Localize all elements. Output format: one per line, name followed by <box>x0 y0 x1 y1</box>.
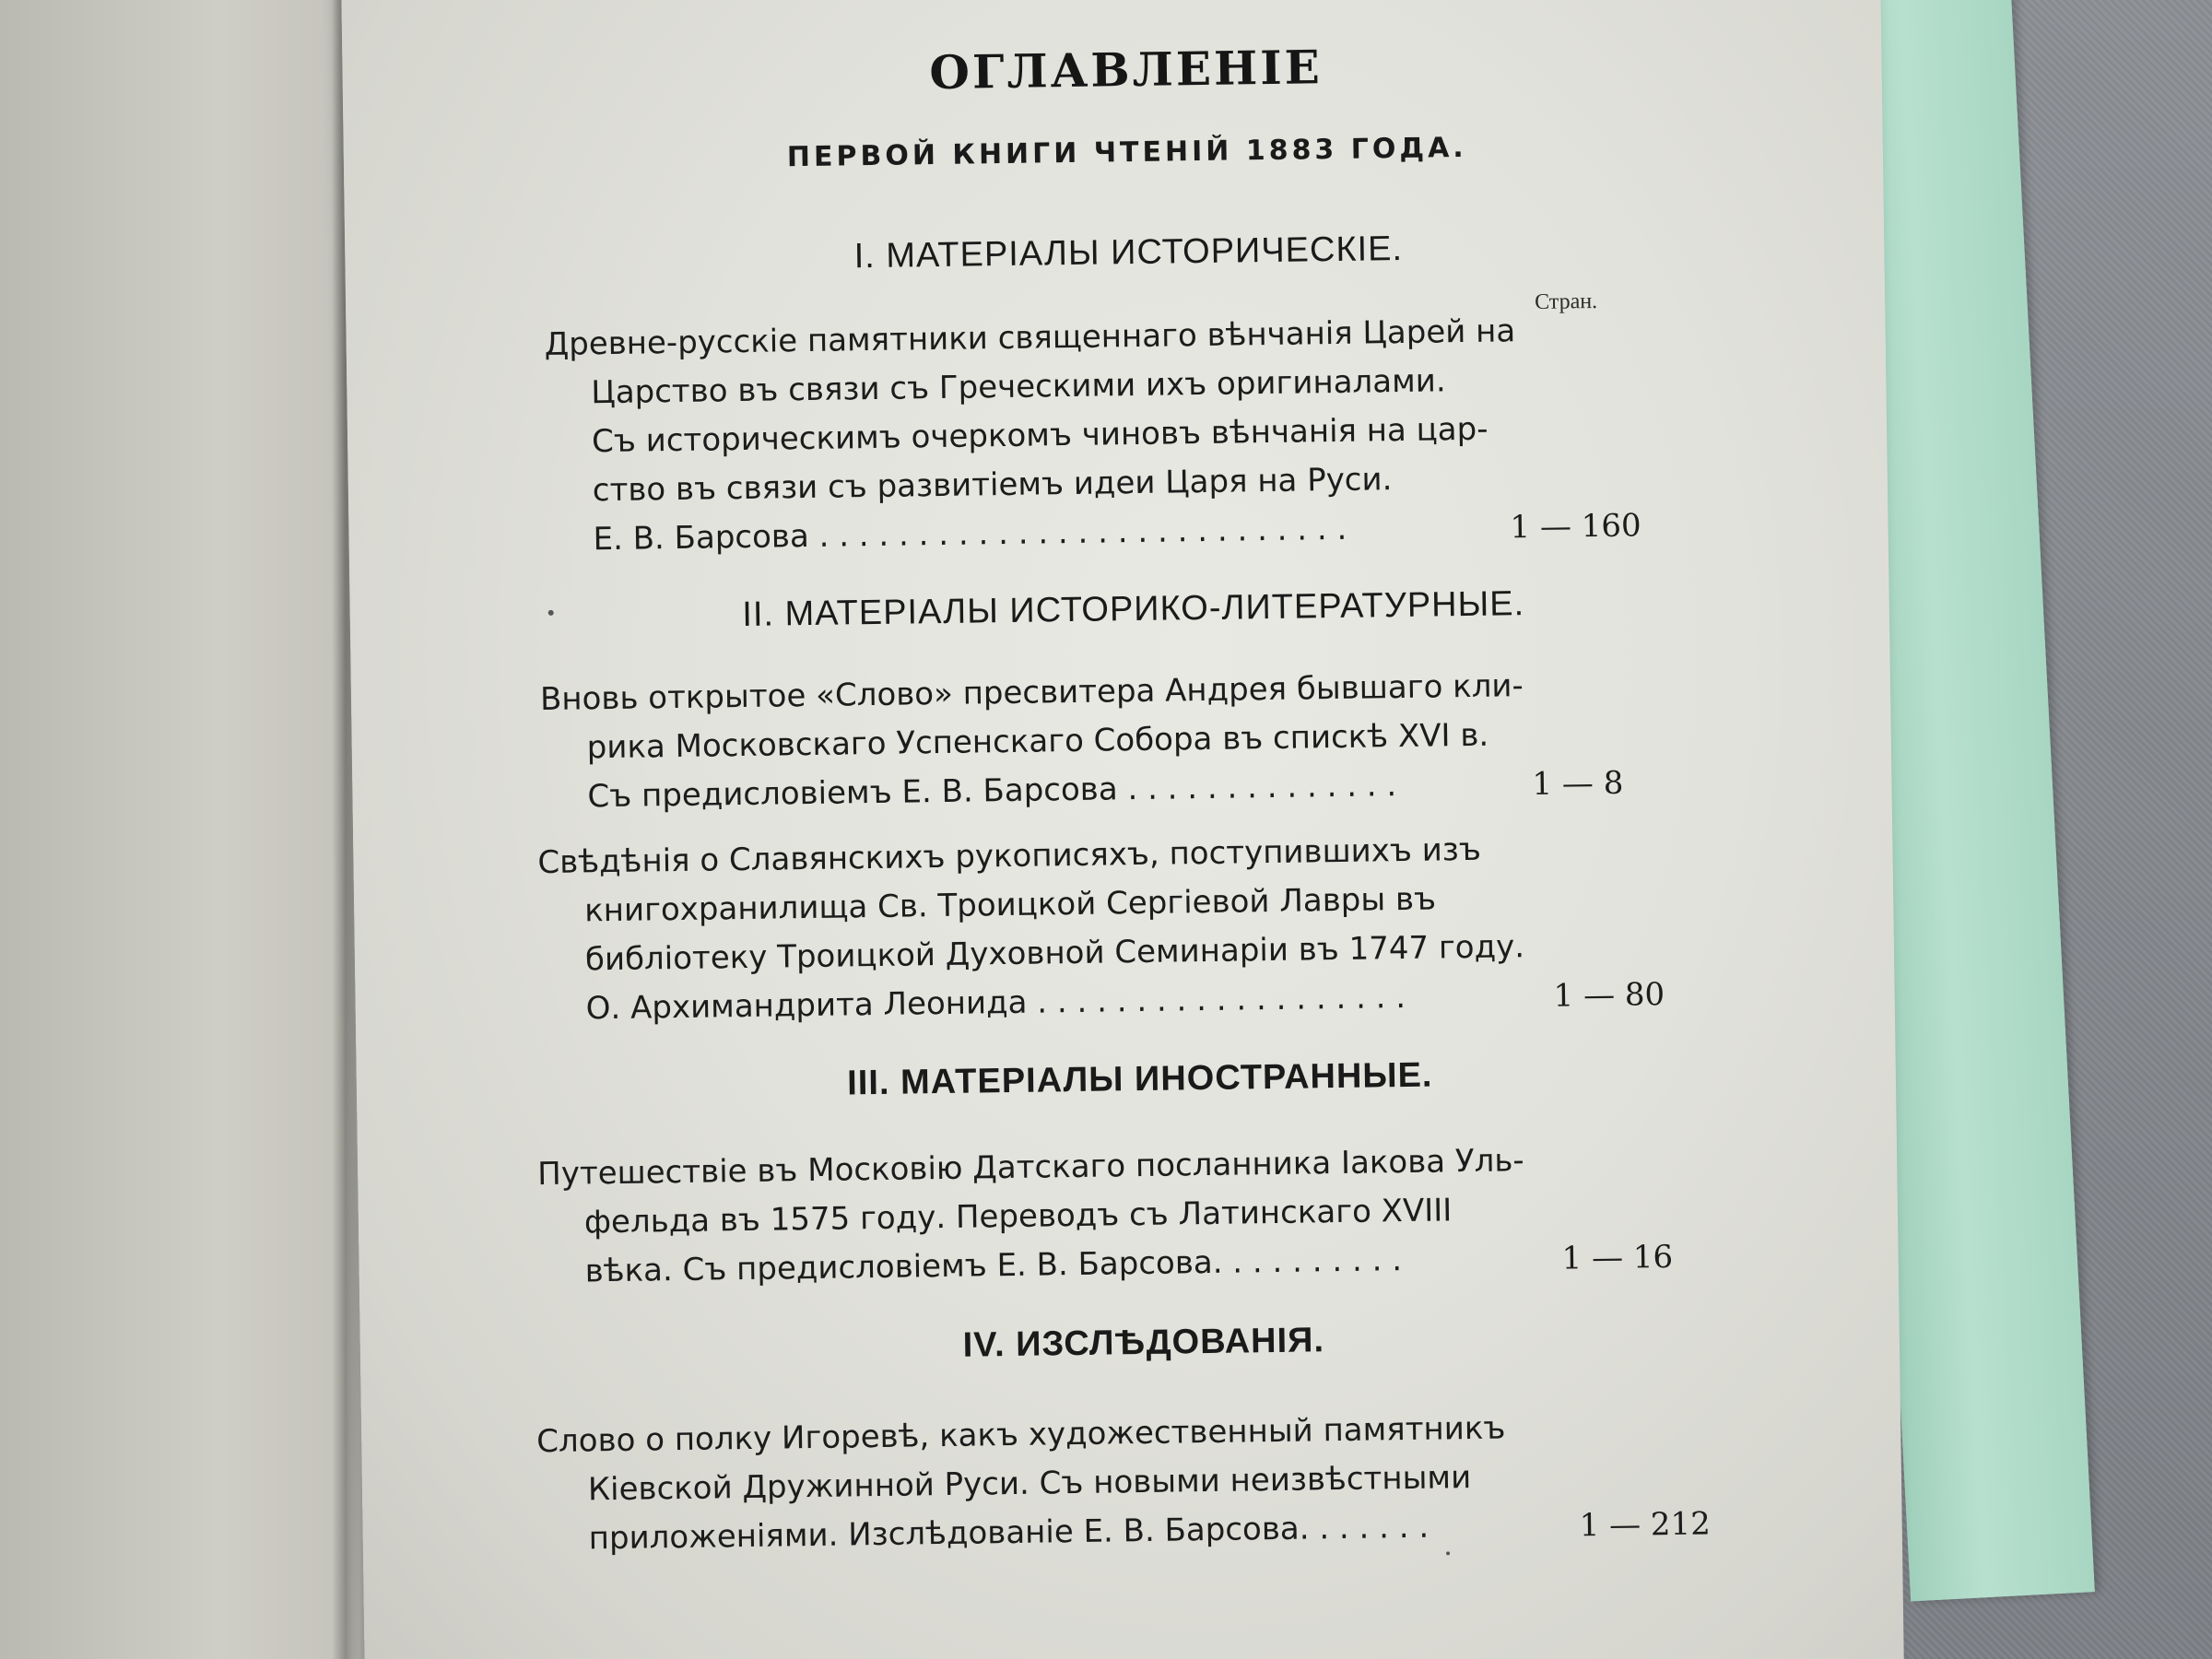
entry-4-pages: 1 — 16 <box>1561 1238 1674 1277</box>
paper-speck <box>1446 1551 1450 1555</box>
section-heading-4: IV. ИЗСЛѢДОВАНІЯ. <box>962 1321 1325 1365</box>
page-subtitle: ПЕРВОЙ КНИГИ ЧТЕНІЙ 1883 ГОДА. <box>786 131 1467 174</box>
entry-5-line-2: Кіевской Дружинной Руси. Съ новыми неизвѣстными <box>587 1459 1472 1509</box>
entry-2-line-1: Вновь открытое «Слово» пресвитера Андрея бывшаго кли- <box>539 667 1524 719</box>
entry-3-line-2: книгохранилища Св. Троицкой Сергіевой Лавры въ <box>583 880 1437 930</box>
section-heading-1: I. МАТЕРІАЛЫ ИСТОРИЧЕСКІЕ. <box>853 229 1404 276</box>
entry-1-line-3: Съ историческимъ очеркомъ чиновъ вѣнчанія на цар- <box>591 410 1488 461</box>
page-title: ОГЛАВЛЕНІЕ <box>928 40 1324 100</box>
entry-1-line-2: Царство въ связи съ Греческими ихъ оригиналами. <box>591 362 1446 412</box>
entry-5-line-3: приложеніями. Изслѣдованіе Е. В. Барсова. . . . . . . <box>588 1508 1430 1558</box>
entry-4-line-1: Путешествіе въ Московію Датскаго посланника Іакова Уль- <box>536 1142 1524 1194</box>
page-content <box>341 0 1904 1659</box>
entry-3-pages: 1 — 80 <box>1553 976 1665 1015</box>
entry-2-pages: 1 — 8 <box>1532 764 1624 804</box>
section-heading-2: II. МАТЕРІАЛЫ ИСТОРИКО-ЛИТЕРАТУРНЫЕ. <box>742 584 1525 634</box>
entry-5-pages: 1 — 212 <box>1579 1505 1712 1545</box>
entry-1-line-1: Древне-русскіе памятники священнаго вѣнчанія Царей на <box>544 312 1516 363</box>
entry-4-line-2: фельда въ 1575 году. Переводъ съ Латинскаго XVIII <box>583 1192 1453 1241</box>
page-column-label: Стран. <box>1534 289 1598 314</box>
entry-3-line-3: библіотеку Троицкой Духовной Семинаріи въ 1747 году. <box>584 928 1525 979</box>
entry-2-line-2: рика Московскаго Успенскаго Собора въ спискѣ XVI в. <box>586 716 1489 767</box>
paper-speck <box>548 610 554 616</box>
section-heading-3: III. МАТЕРІАЛЫ ИНОСТРАННЫЕ. <box>846 1055 1433 1103</box>
entry-4-line-3: вѣка. Съ предисловіемъ Е. В. Барсова. . . . . . . . . . <box>584 1241 1403 1290</box>
entry-1-pages: 1 — 160 <box>1510 507 1641 547</box>
contents-page <box>341 0 1904 1659</box>
entry-1-line-5: Е. В. Барсова . . . . . . . . . . . . . . . . . . . . . . . . . . . <box>593 510 1347 559</box>
entry-2-line-3: Съ предисловіемъ Е. В. Барсова . . . . . . . . . . . . . . <box>587 767 1397 816</box>
entry-5-line-1: Слово о полку Игоревѣ, какъ художественный памятникъ <box>535 1409 1506 1461</box>
entry-3-line-4: О. Архимандрита Леонида . . . . . . . . . . . . . . . . . . . <box>585 978 1406 1028</box>
entry-1-line-4: ство въ связи съ развитіемъ идеи Царя на Руси. <box>592 461 1393 510</box>
entry-3-line-1: Свѣдѣнія о Славянскихъ рукописяхъ, поступившихъ изъ <box>537 830 1482 882</box>
